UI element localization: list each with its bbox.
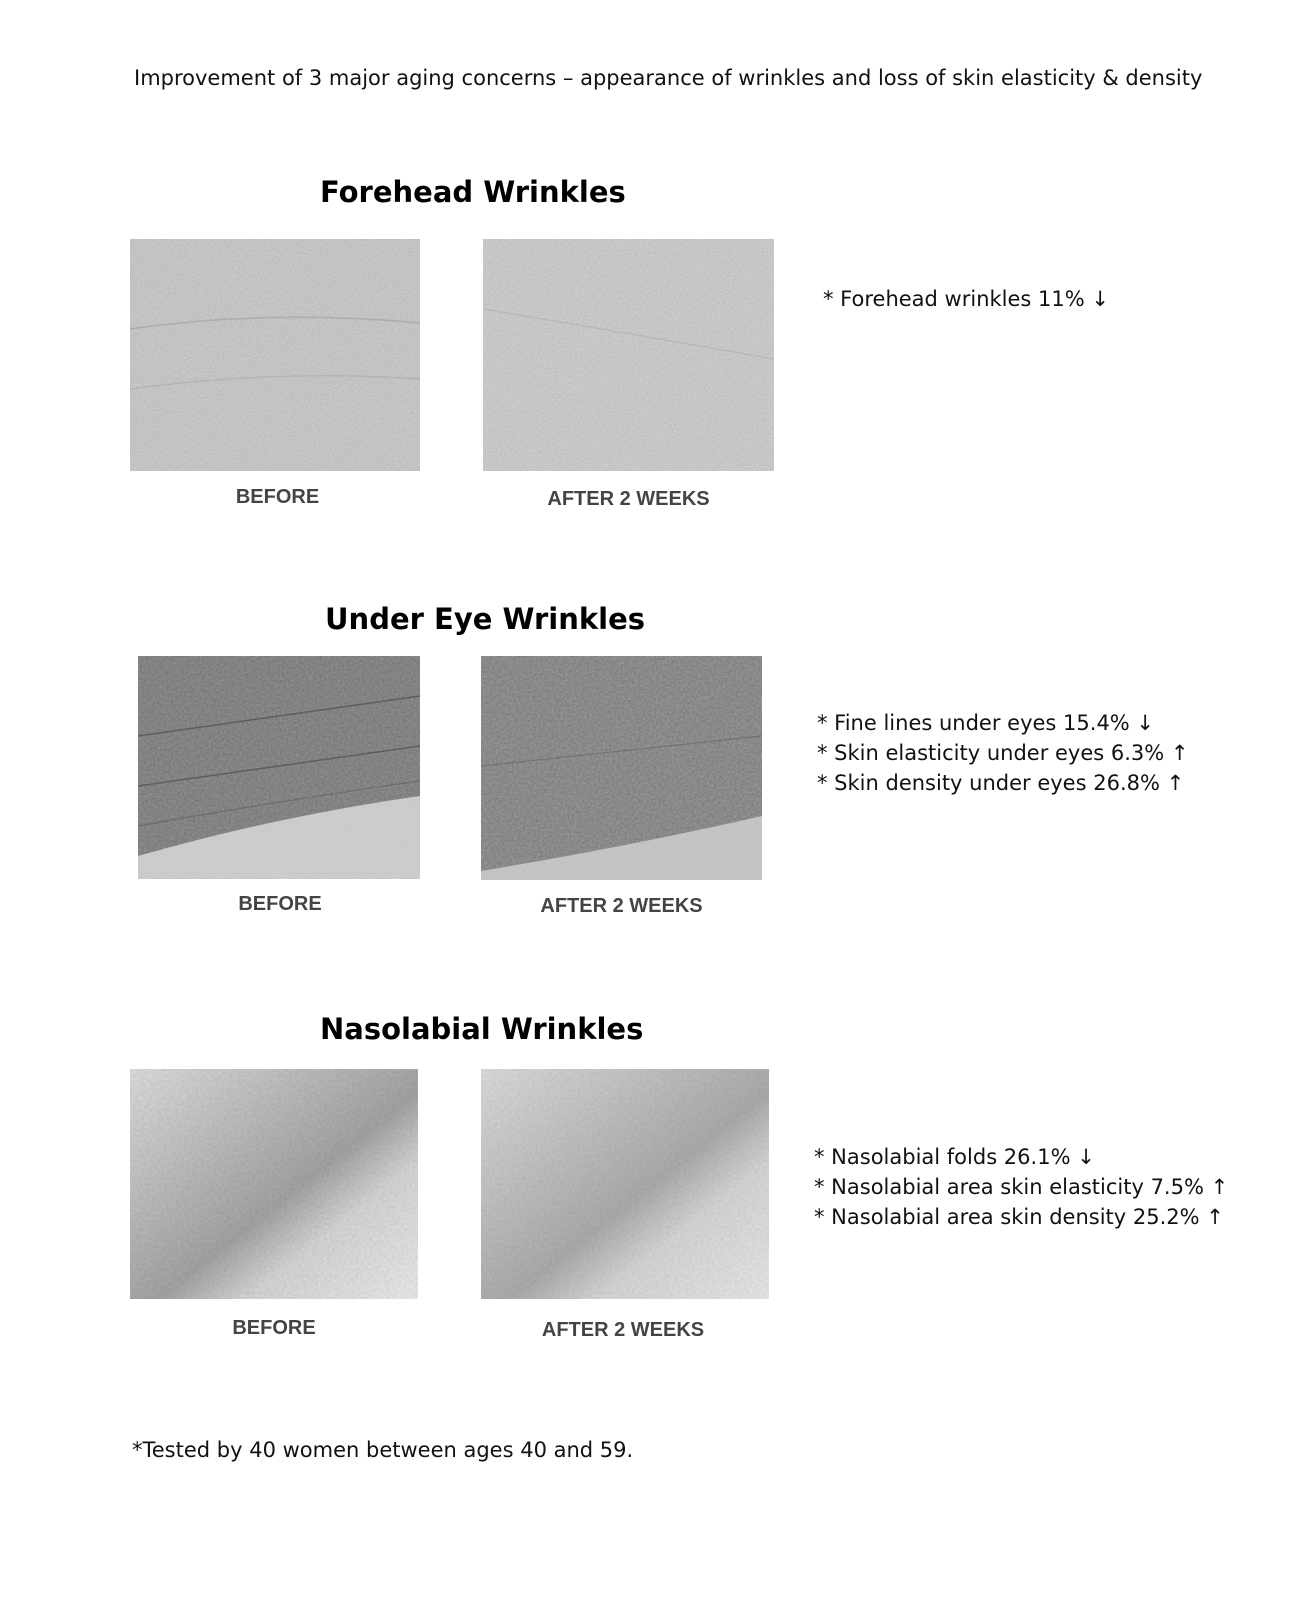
after-label-under-eye: AFTER 2 WEEKS (540, 895, 703, 917)
result-item: * Skin density under eyes 26.8% ↑ (817, 771, 1185, 795)
before-photo-nasolabial (130, 1069, 418, 1299)
before-photo-forehead (130, 239, 420, 471)
results-under-eye (817, 708, 1189, 798)
results-forehead (823, 284, 1109, 314)
headline: Improvement of 3 major aging concerns – appearance of wrinkles and loss of skin elasticity & density (134, 66, 1203, 90)
result-item: * Nasolabial area skin density 25.2% ↑ (814, 1205, 1224, 1229)
result-item: * Fine lines under eyes 15.4% ↓ (817, 711, 1155, 735)
before-label-under-eye: BEFORE (238, 893, 322, 915)
before-label-nasolabial: BEFORE (232, 1317, 316, 1339)
after-photo-nasolabial (481, 1069, 769, 1299)
result-item: * Skin elasticity under eyes 6.3% ↑ (817, 741, 1189, 765)
footnote: *Tested by 40 women between ages 40 and 59. (132, 1438, 634, 1462)
result-item: * Nasolabial folds 26.1% ↓ (814, 1145, 1095, 1169)
section-title-forehead: Forehead Wrinkles (320, 175, 626, 209)
section-title-nasolabial: Nasolabial Wrinkles (320, 1012, 644, 1046)
after-label-forehead: AFTER 2 WEEKS (547, 488, 710, 510)
section-title-under-eye: Under Eye Wrinkles (325, 602, 646, 636)
after-label-nasolabial: AFTER 2 WEEKS (541, 1319, 705, 1341)
before-photo-under-eye (138, 656, 420, 879)
result-item: * Nasolabial area skin elasticity 7.5% ↑ (814, 1175, 1229, 1199)
results-nasolabial (814, 1142, 1228, 1232)
after-photo-forehead (483, 239, 774, 471)
result-item: * Forehead wrinkles 11% ↓ (823, 287, 1109, 311)
after-photo-under-eye (481, 656, 762, 880)
before-label-forehead: BEFORE (235, 486, 320, 508)
